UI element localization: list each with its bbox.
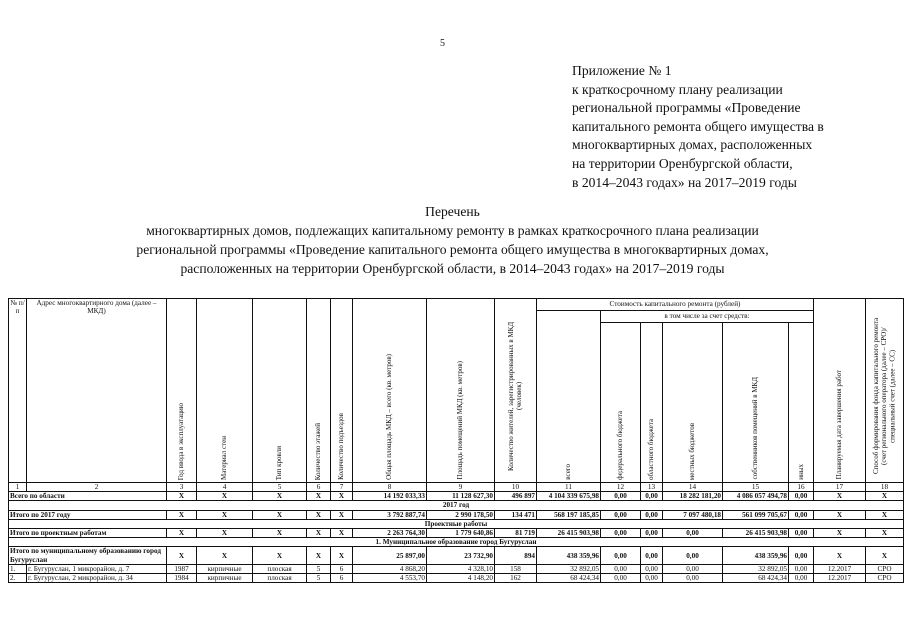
col-number: 6 bbox=[307, 483, 331, 492]
total-cell: 23 732,90 bbox=[427, 547, 495, 564]
appendix-line: многоквартирных домах, расположенных bbox=[572, 137, 813, 153]
title-line: расположенных на территории Оренбургской области, в 2014–2043 годах» на 2017–2019 годы bbox=[180, 261, 725, 276]
col-number: 9 bbox=[427, 483, 495, 492]
section-title: Проектные работы bbox=[9, 519, 904, 528]
appendix-line: Приложение № 1 bbox=[572, 63, 672, 78]
col-number: 10 bbox=[495, 483, 537, 492]
header-completion: Планируемая дата завершения работ bbox=[814, 299, 866, 483]
header-total-area: Общая площадь МКД – всего (кв. метров) bbox=[353, 299, 427, 483]
header-entrances: Количество подъездов bbox=[331, 299, 353, 483]
total-cell: 0,00 bbox=[663, 529, 723, 538]
section-title: 2017 год bbox=[9, 501, 904, 510]
total-cell: 0,00 bbox=[601, 547, 641, 564]
total-cell: 26 415 903,98 bbox=[723, 529, 789, 538]
cell-cost-total: 68 424,34 bbox=[537, 574, 601, 583]
total-cell: 7 097 480,18 bbox=[663, 510, 723, 519]
cell-completion: 12.2017 bbox=[814, 564, 866, 573]
cell-premises-area: 4 148,20 bbox=[427, 574, 495, 583]
total-label: Всего по области bbox=[9, 492, 167, 501]
cell-no: 2. bbox=[9, 574, 27, 583]
page-number: 5 bbox=[440, 38, 445, 49]
total-label: Итого по проектным работам bbox=[9, 529, 167, 538]
total-cell: Х bbox=[197, 492, 253, 501]
cell-floors: 5 bbox=[307, 564, 331, 573]
header-address: Адрес многоквартирного дома (далее – МКД) bbox=[27, 299, 167, 483]
cell-year: 1984 bbox=[167, 574, 197, 583]
total-cell: Х bbox=[167, 492, 197, 501]
cell-residents: 158 bbox=[495, 564, 537, 573]
header-regional: областного бюджета bbox=[641, 323, 663, 483]
cell-floors: 5 bbox=[307, 574, 331, 583]
total-cell: Х bbox=[307, 547, 331, 564]
total-cell: Х bbox=[197, 510, 253, 519]
col-number: 18 bbox=[866, 483, 904, 492]
total-cell: Х bbox=[167, 547, 197, 564]
total-cell: 438 359,96 bbox=[537, 547, 601, 564]
header-roof: Тип кровли bbox=[253, 299, 307, 483]
total-cell: Х bbox=[866, 529, 904, 538]
cell-regional: 0,00 bbox=[641, 564, 663, 573]
col-number: 1 bbox=[9, 483, 27, 492]
total-cell: Х bbox=[253, 529, 307, 538]
header-premises-area: Площадь помещений МКД (кв. метров) bbox=[427, 299, 495, 483]
total-cell: Х bbox=[253, 510, 307, 519]
total-cell: 496 897 bbox=[495, 492, 537, 501]
header-floors: Количество этажей bbox=[307, 299, 331, 483]
total-cell: Х bbox=[331, 547, 353, 564]
total-cell: 0,00 bbox=[601, 492, 641, 501]
total-label: Итого по 2017 году bbox=[9, 510, 167, 519]
total-municipality-row bbox=[9, 547, 904, 564]
cell-residents: 162 bbox=[495, 574, 537, 583]
total-cell: 894 bbox=[495, 547, 537, 564]
total-cell: Х bbox=[167, 510, 197, 519]
total-cell: 2 990 178,50 bbox=[427, 510, 495, 519]
total-cell: 0,00 bbox=[601, 510, 641, 519]
appendix-line: к краткосрочному плану реализации bbox=[572, 81, 783, 97]
col-number: 15 bbox=[723, 483, 789, 492]
total-cell: Х bbox=[814, 492, 866, 501]
cell-other: 0,00 bbox=[789, 574, 814, 583]
total-cell: 1 779 640,86 bbox=[427, 529, 495, 538]
total-cell: 561 099 705,67 bbox=[723, 510, 789, 519]
cell-fund-method: СРО bbox=[866, 574, 904, 583]
col-number: 4 bbox=[197, 483, 253, 492]
total-cell: Х bbox=[814, 510, 866, 519]
header-year: Год ввода в эксплуатацию bbox=[167, 299, 197, 483]
total-cell: 2 263 764,30 bbox=[353, 529, 427, 538]
total-region-row bbox=[9, 492, 904, 501]
cell-cost-total: 32 892,05 bbox=[537, 564, 601, 573]
total-cell: 0,00 bbox=[641, 547, 663, 564]
total-cell: 0,00 bbox=[789, 529, 814, 538]
header-owners: собственников помещений в МКД bbox=[723, 323, 789, 483]
cell-total-area: 4 553,70 bbox=[353, 574, 427, 583]
col-number: 14 bbox=[663, 483, 723, 492]
header-residents: Количество жителей, зарегистрированных в МКД (человек) bbox=[495, 299, 537, 483]
total-cell: 0,00 bbox=[641, 529, 663, 538]
total-cell: 3 792 887,74 bbox=[353, 510, 427, 519]
cell-walls: кирпичные bbox=[197, 574, 253, 583]
total-cell: 0,00 bbox=[641, 492, 663, 501]
title-line: региональной программы «Проведение капитального ремонта общего имущества в многоквартирных домах, bbox=[136, 242, 769, 257]
header-other: иных bbox=[789, 323, 814, 483]
cell-owners: 68 424,34 bbox=[723, 574, 789, 583]
title-line: Перечень bbox=[425, 204, 480, 219]
cell-year: 1987 bbox=[167, 564, 197, 573]
header-walls: Материал стен bbox=[197, 299, 253, 483]
total-cell: Х bbox=[866, 510, 904, 519]
houses-table bbox=[8, 298, 904, 583]
total-label: Итого по муниципальному образованию город Бугуруслан bbox=[9, 547, 167, 564]
total-cell: 438 359,96 bbox=[723, 547, 789, 564]
section-title: 1. Муниципальное образование город Бугуруслан bbox=[9, 538, 904, 547]
col-number: 7 bbox=[331, 483, 353, 492]
total-cell: Х bbox=[866, 547, 904, 564]
col-number: 2 bbox=[27, 483, 167, 492]
total-cell: 0,00 bbox=[789, 510, 814, 519]
appendix-line: в 2014–2043 годах» на 2017–2019 годы bbox=[572, 174, 797, 190]
total-cell: Х bbox=[866, 492, 904, 501]
header-federal: федерального бюджета bbox=[601, 323, 641, 483]
col-number: 13 bbox=[641, 483, 663, 492]
cell-owners: 32 892,05 bbox=[723, 564, 789, 573]
total-cell: Х bbox=[307, 492, 331, 501]
total-cell: Х bbox=[197, 547, 253, 564]
total-cell: Х bbox=[331, 492, 353, 501]
total-cell: 0,00 bbox=[663, 547, 723, 564]
cell-total-area: 4 868,20 bbox=[353, 564, 427, 573]
total-cell: 4 086 057 494,78 bbox=[723, 492, 789, 501]
section-row-project bbox=[9, 519, 904, 528]
appendix-line: капитального ремонта общего имущества в bbox=[572, 118, 824, 134]
total-cell: 0,00 bbox=[601, 529, 641, 538]
total-cell: Х bbox=[307, 529, 331, 538]
section-row-2017 bbox=[9, 501, 904, 510]
total-cell: 11 128 627,30 bbox=[427, 492, 495, 501]
cell-roof: плоская bbox=[253, 564, 307, 573]
total-project-row bbox=[9, 529, 904, 538]
cell-regional: 0,00 bbox=[641, 574, 663, 583]
header-fund-method: Способ формирования фонда капитального ремонта (счет регионального оператора (далее – СРО)/специальный счет (далее – СС) bbox=[866, 299, 904, 483]
total-cell: 18 282 181,20 bbox=[663, 492, 723, 501]
cell-other: 0,00 bbox=[789, 564, 814, 573]
col-number: 11 bbox=[537, 483, 601, 492]
total-cell: Х bbox=[307, 510, 331, 519]
total-cell: Х bbox=[814, 547, 866, 564]
table-row bbox=[9, 564, 904, 573]
total-cell: Х bbox=[253, 492, 307, 501]
total-cell: 0,00 bbox=[789, 492, 814, 501]
col-number: 8 bbox=[353, 483, 427, 492]
cell-roof: плоская bbox=[253, 574, 307, 583]
col-number: 3 bbox=[167, 483, 197, 492]
cell-walls: кирпичные bbox=[197, 564, 253, 573]
total-cell: Х bbox=[197, 529, 253, 538]
column-numbers-row bbox=[9, 483, 904, 492]
header-cost-group: Стоимость капитального ремонта (рублей) bbox=[537, 299, 814, 311]
header-cost-total: всего bbox=[537, 311, 601, 483]
total-cell: Х bbox=[331, 529, 353, 538]
total-cell: Х bbox=[814, 529, 866, 538]
total-cell: Х bbox=[331, 510, 353, 519]
section-row-municipality bbox=[9, 538, 904, 547]
col-number: 16 bbox=[789, 483, 814, 492]
cell-federal: 0,00 bbox=[601, 574, 641, 583]
cell-completion: 12.2017 bbox=[814, 574, 866, 583]
cell-address: г. Бугуруслан, 1 микрорайон, д. 7 bbox=[27, 564, 167, 573]
appendix-line: региональной программы «Проведение bbox=[572, 100, 801, 116]
header-incl-group: в том числе за счет средств: bbox=[601, 311, 814, 323]
cell-local: 0,00 bbox=[663, 574, 723, 583]
total-cell: 0,00 bbox=[641, 510, 663, 519]
cell-no: 1. bbox=[9, 564, 27, 573]
col-number: 17 bbox=[814, 483, 866, 492]
cell-fund-method: СРО bbox=[866, 564, 904, 573]
cell-federal: 0,00 bbox=[601, 564, 641, 573]
cell-local: 0,00 bbox=[663, 564, 723, 573]
cell-entrances: 6 bbox=[331, 574, 353, 583]
cell-address: г. Бугуруслан, 2 микрорайон, д. 34 bbox=[27, 574, 167, 583]
table-row bbox=[9, 574, 904, 583]
appendix-line: на территории Оренбургской области, bbox=[572, 155, 793, 171]
total-cell: 568 197 185,85 bbox=[537, 510, 601, 519]
total-cell: 0,00 bbox=[789, 547, 814, 564]
appendix-block bbox=[572, 62, 824, 192]
cell-premises-area: 4 328,10 bbox=[427, 564, 495, 573]
total-cell: 4 104 339 675,98 bbox=[537, 492, 601, 501]
col-number: 12 bbox=[601, 483, 641, 492]
total-cell: 81 719 bbox=[495, 529, 537, 538]
total-2017-row bbox=[9, 510, 904, 519]
total-cell: 134 471 bbox=[495, 510, 537, 519]
total-cell: 26 415 903,98 bbox=[537, 529, 601, 538]
total-cell: Х bbox=[167, 529, 197, 538]
document-title bbox=[0, 202, 905, 278]
total-cell: 25 897,00 bbox=[353, 547, 427, 564]
total-cell: 14 192 033,33 bbox=[353, 492, 427, 501]
header-no: № п/п bbox=[9, 299, 27, 483]
cell-entrances: 6 bbox=[331, 564, 353, 573]
header-local: местных бюджетов bbox=[663, 323, 723, 483]
total-cell: Х bbox=[253, 547, 307, 564]
col-number: 5 bbox=[253, 483, 307, 492]
title-line: многоквартирных домов, подлежащих капитальному ремонту в рамках краткосрочного плана реализации bbox=[146, 223, 759, 238]
